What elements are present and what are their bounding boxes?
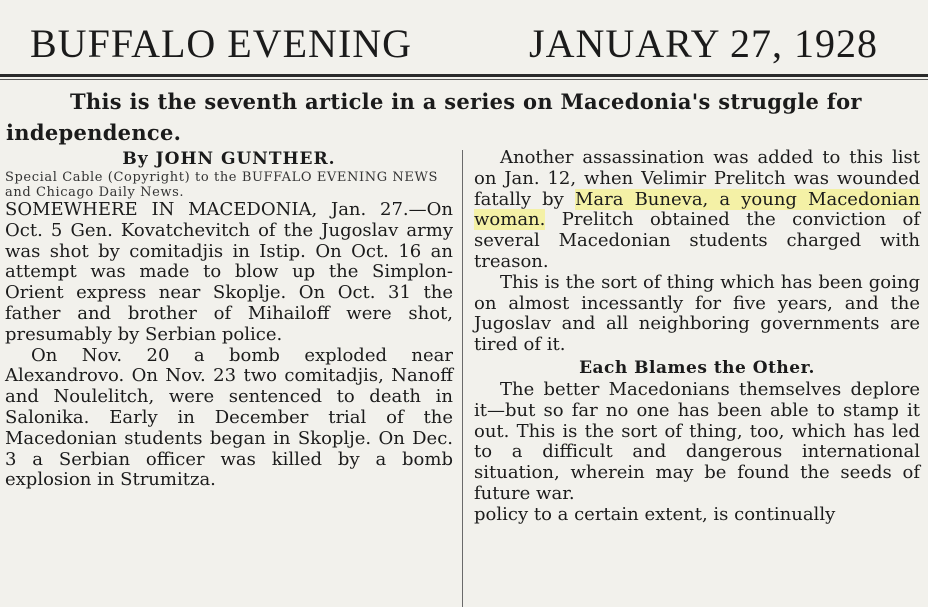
highlighted-text: Mara Buneva, a young Macedonian woman. [474,188,920,231]
subheading: Each Blames the Other. [579,357,815,378]
article-paragraph-2: On Nov. 20 a bomb exploded near Alexandrovo. On Nov. 23 two comitadjis, Nanoff and Noulelitch, were sentenced to death in Salonika. Early in December trial of the Macedonian students began in Skoplje. On Dec. 3 a Serbian officer was killed by a bomb explosion in Strumitza. [5,344,453,491]
series-intro: This is the seventh article in a series on Macedonia's struggle for independence. [6,89,862,145]
paragraph-text: Prelitch obtained the conviction of several Macedonian students charged with treason. [474,209,920,272]
publication-date: JANUARY 27, 1928 [529,21,878,66]
left-column [5,148,453,491]
credit-line: Special Cable (Copyright) to the BUFFALO EVENING NEWS and Chicago Daily News. [5,170,438,200]
masthead-rule-thin [0,79,928,80]
article-paragraph-3 [474,148,920,273]
right-column [474,148,920,526]
article-paragraph-1: SOMEWHERE IN MACEDONIA, Jan. 27.—On Oct. 5 Gen. Kovatchevitch of the Jugoslav army was shot by comitadjis in Istip. On Oct. 16 an attempt was made to blow up the Simplon-Orient express near Skoplje. On Oct. 31 the father and brother of Mihailoff were shot, presumably by Serbian police. [5,199,453,345]
masthead [0,0,928,72]
paragraph-text: Another assassination was added to this list on Jan. 12, when Velimir Prelitch was wounded fatally by [474,147,920,210]
article-paragraph-cut: policy to a certain extent, is continually [474,503,836,525]
masthead-rule [0,74,928,77]
article-paragraph-5: The better Macedonians themselves deplore it—but so far no one has been able to stamp it out. This is the sort of thing, too, which has led to a difficult and dangerous international situation, wherein may be found the seeds of future war. [474,378,920,504]
column-divider [462,150,463,607]
publication-name: BUFFALO EVENING [30,21,413,66]
byline: By JOHN GUNTHER. [122,149,336,169]
article-paragraph-4: This is the sort of thing which has been going on almost incessantly for five years, and the Jugoslav and all neighboring governments are tired of it. [474,271,920,356]
